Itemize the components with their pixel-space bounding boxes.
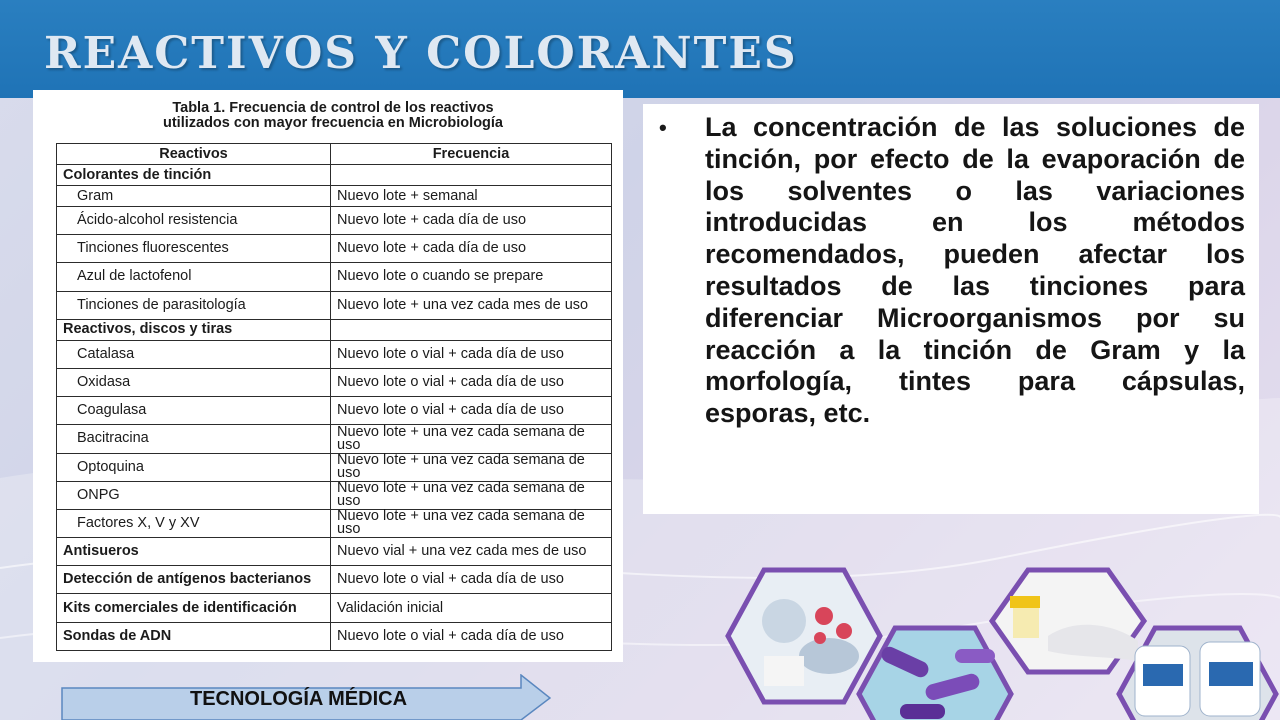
reactivo-cell: Sondas de ADN	[57, 622, 331, 650]
frecuencia-cell: Nuevo lote + una vez cada semana de uso	[331, 509, 612, 537]
footer-label: TECNOLOGÍA MÉDICA	[189, 688, 408, 710]
reactivo-cell: Catalasa	[57, 340, 331, 368]
body-paragraph: La concentración de las soluciones de tinción, por efecto de la evaporación de los solventes o las variaciones introducidas en los métodos recomendados, pueden afectar los resultados de las tinciones para diferenciar Microorganismos por su reacción a la tinción de Gram y la morfología, tintes para cápsulas, esporas, etc.	[705, 112, 1245, 429]
table-row	[57, 622, 612, 650]
reactivo-cell: Factores X, V y XV	[57, 509, 331, 537]
frecuencia-cell: Nuevo lote + cada día de uso	[331, 235, 612, 263]
table-row	[57, 453, 612, 481]
frecuencia-cell	[331, 165, 612, 186]
frecuencia-cell: Nuevo lote + una vez cada semana de uso	[331, 453, 612, 481]
column-header-frecuencia: Frecuencia	[331, 144, 612, 165]
frecuencia-cell: Nuevo lote + una vez cada semana de uso	[331, 425, 612, 453]
frecuencia-cell: Nuevo lote + semanal	[331, 186, 612, 207]
table-row	[57, 509, 612, 537]
reactivo-cell: Reactivos, discos y tiras	[57, 319, 331, 340]
reactivo-cell: Azul de lactofenol	[57, 263, 331, 291]
reactivo-cell: Ácido-alcohol resistencia	[57, 207, 331, 235]
table-row	[57, 291, 612, 319]
frecuencia-cell: Nuevo lote o vial + cada día de uso	[331, 340, 612, 368]
text-panel	[643, 104, 1259, 514]
bullet-marker: •	[659, 115, 667, 140]
reactivo-cell: Colorantes de tinción	[57, 165, 331, 186]
column-header-reactivos: Reactivos	[57, 144, 331, 165]
reactivo-cell: Tinciones de parasitología	[57, 291, 331, 319]
table-row	[57, 594, 612, 622]
reactivo-cell: Bacitracina	[57, 425, 331, 453]
frecuencia-cell	[331, 319, 612, 340]
reactivo-cell: Tinciones fluorescentes	[57, 235, 331, 263]
reactivo-cell: Oxidasa	[57, 368, 331, 396]
table-row	[57, 425, 612, 453]
table-row	[57, 235, 612, 263]
reactivo-cell: Optoquina	[57, 453, 331, 481]
frecuencia-cell: Nuevo lote o vial + cada día de uso	[331, 368, 612, 396]
title-bar	[0, 0, 1280, 98]
frecuencia-cell: Nuevo lote o vial + cada día de uso	[331, 397, 612, 425]
reactivo-cell: ONPG	[57, 481, 331, 509]
slide-title: REACTIVOS Y COLORANTES	[44, 28, 798, 79]
frecuencia-cell: Nuevo lote o vial + cada día de uso	[331, 566, 612, 594]
table-row	[57, 538, 612, 566]
frecuencia-cell: Nuevo lote + una vez cada semana de uso	[331, 481, 612, 509]
table-body	[57, 165, 612, 651]
frequency-table	[56, 143, 612, 651]
reagent-containers-photo	[1115, 624, 1280, 720]
frecuencia-cell: Nuevo lote + una vez cada mes de uso	[331, 291, 612, 319]
reactivo-cell: Kits comerciales de identificación	[57, 594, 331, 622]
table-row	[57, 397, 612, 425]
reactivo-cell: Detección de antígenos bacterianos	[57, 566, 331, 594]
frecuencia-cell: Nuevo vial + una vez cada mes de uso	[331, 538, 612, 566]
frecuencia-cell: Nuevo lote + cada día de uso	[331, 207, 612, 235]
table-row	[57, 481, 612, 509]
table-row	[57, 263, 612, 291]
frecuencia-cell: Nuevo lote o vial + cada día de uso	[331, 622, 612, 650]
table-row	[57, 368, 612, 396]
table-row	[57, 319, 612, 340]
table-row	[57, 340, 612, 368]
table-caption: Tabla 1. Frecuencia de control de los reactivos utilizados con mayor frecuencia en Microbiología	[162, 100, 503, 131]
table-row	[57, 207, 612, 235]
reactivo-cell: Antisueros	[57, 538, 331, 566]
frecuencia-cell: Validación inicial	[331, 594, 612, 622]
frecuencia-cell: Nuevo lote o cuando se prepare	[331, 263, 612, 291]
table-row	[57, 186, 612, 207]
table-row	[57, 566, 612, 594]
table-panel	[33, 90, 623, 662]
reactivo-cell: Gram	[57, 186, 331, 207]
table-row	[57, 165, 612, 186]
reactivo-cell: Coagulasa	[57, 397, 331, 425]
